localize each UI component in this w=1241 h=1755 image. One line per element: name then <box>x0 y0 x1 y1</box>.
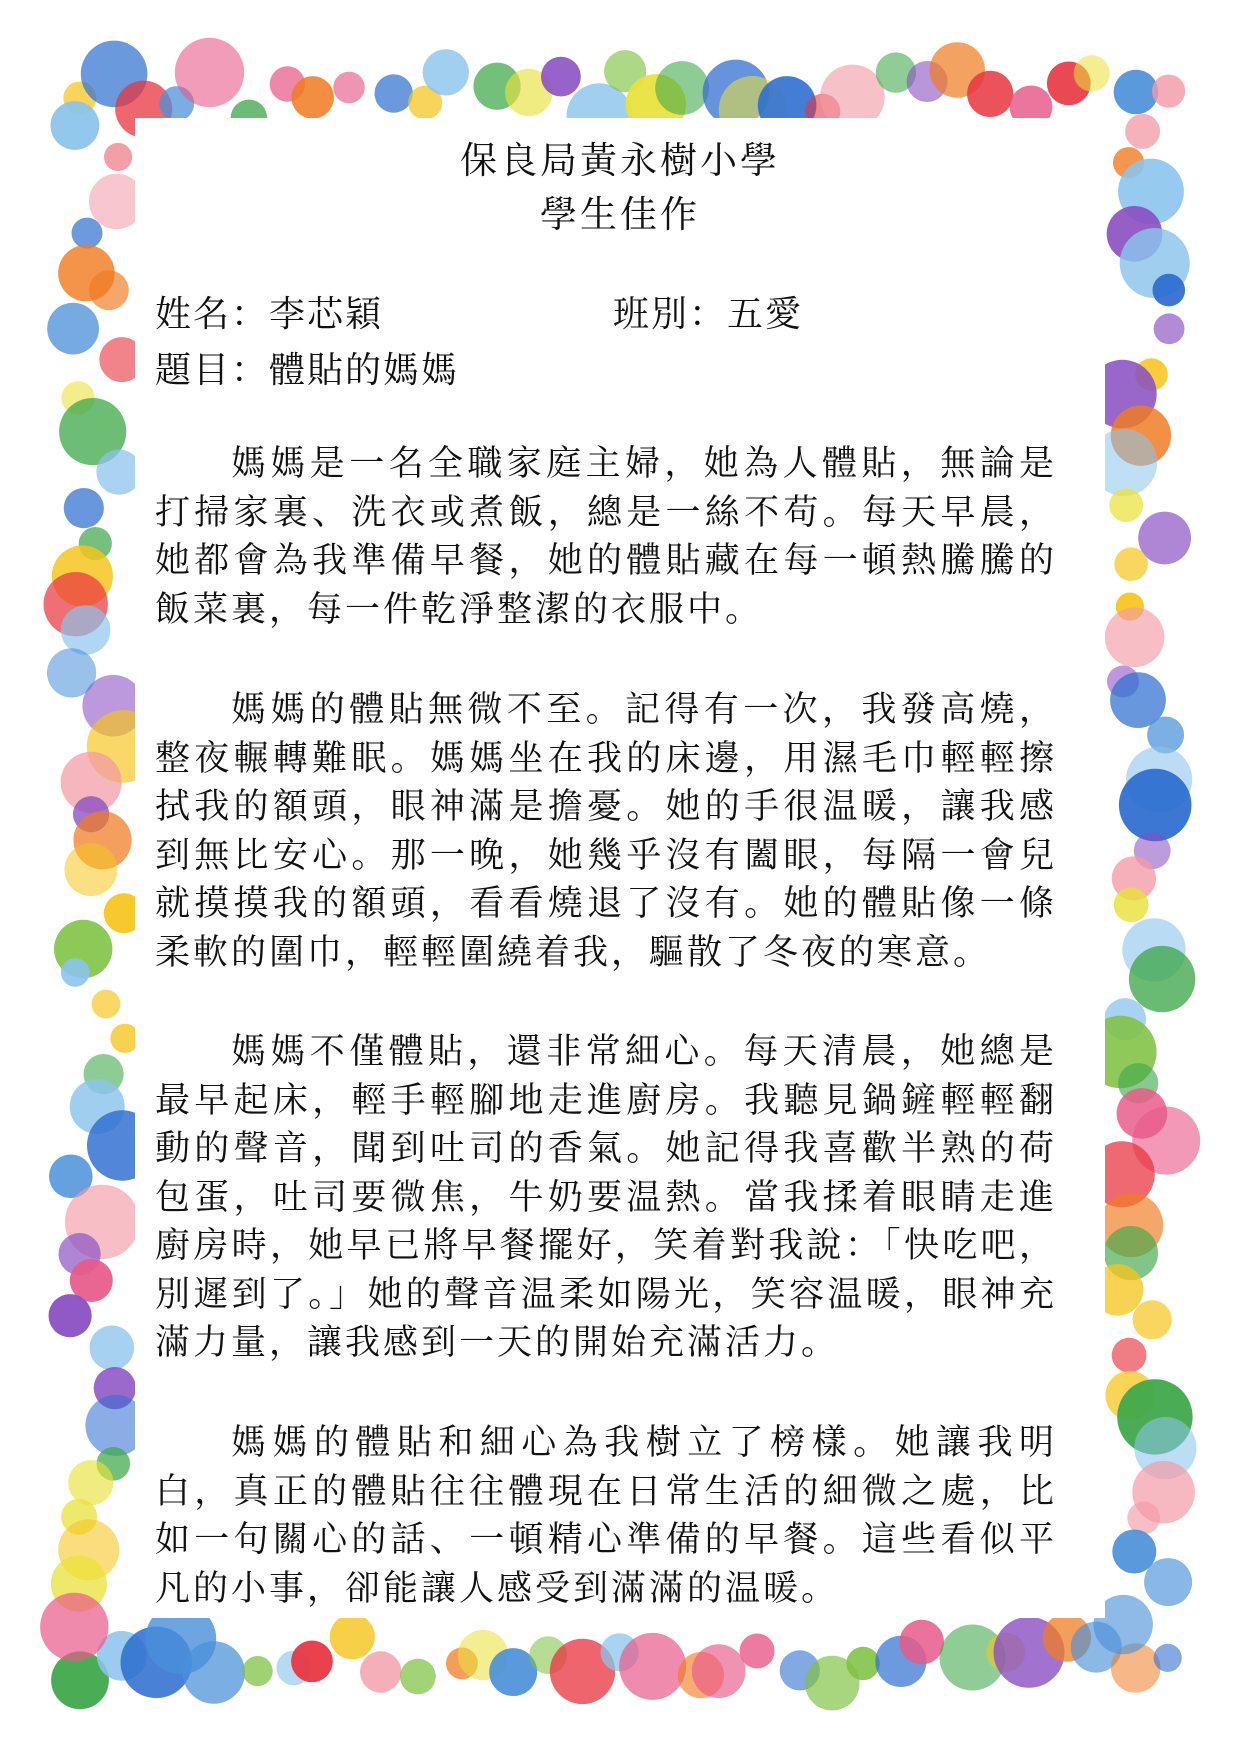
confetti-dot <box>400 1659 436 1695</box>
confetti-dot <box>175 38 244 107</box>
confetti-dot <box>1112 1338 1147 1373</box>
confetti-dot <box>1129 946 1195 1012</box>
confetti-dot <box>1153 274 1186 307</box>
essay-paragraph: 媽媽的體貼和細心為我樹立了榜樣。她讓我明白，真正的體貼往往體現在日常生活的細微之處，比如一句關心的話、一頓精心準備的早餐。這些看似平凡的小事，卻能讓人感受到滿滿的温暖。 <box>155 1423 1057 1609</box>
student-class: 班別：五愛 <box>613 294 804 335</box>
confetti-dot <box>330 1614 375 1659</box>
student-name: 姓名：李芯穎 <box>155 294 384 335</box>
school-name: 保良局黃永樹小學 <box>460 139 780 182</box>
confetti-dot <box>423 49 469 95</box>
confetti-dot <box>49 1294 92 1337</box>
confetti-dot <box>47 303 99 355</box>
confetti-dot <box>61 605 111 655</box>
confetti-dot <box>619 1633 686 1700</box>
confetti-dot <box>1109 488 1143 522</box>
confetti-dot <box>40 1593 108 1661</box>
paper <box>135 118 1105 1618</box>
essay-topic: 題目：體貼的媽媽 <box>155 350 460 391</box>
confetti-dot <box>92 990 121 1019</box>
confetti-dot <box>1105 608 1165 668</box>
confetti-dot <box>655 61 709 115</box>
confetti-dot <box>1074 55 1110 91</box>
confetti-dot <box>291 1641 333 1683</box>
confetti-dot <box>61 958 90 987</box>
confetti-dot <box>291 76 334 119</box>
confetti-dot <box>541 57 581 97</box>
confetti-dot <box>375 74 413 112</box>
confetti-dot <box>899 1620 944 1665</box>
essay-paragraph: 媽媽不僅體貼，還非常細心。每天清晨，她總是最早起床，輕手輕腳地走進廚房。我聽見鍋鏟輕輕翻動的聲音，聞到吐司的香氣。她記得我喜歡半熟的荷包蛋，吐司要微焦，牛奶要温熱。當我揉着眼睛走進廚房時，她早已將早餐擺好，笑着對我說：「快吃吧，別遲到了。」她的聲音温柔如陽光，笑容温暖，眼神充滿力量，讓我感到一天的開始充滿活力。 <box>155 1032 1057 1363</box>
document-type: 學生佳作 <box>540 193 700 236</box>
confetti-dot <box>1127 1502 1160 1535</box>
confetti-dot <box>1114 70 1159 115</box>
confetti-dot <box>1119 769 1192 842</box>
confetti-dot <box>1114 547 1148 581</box>
confetti-dot <box>89 270 129 310</box>
confetti-dot <box>846 1647 879 1680</box>
confetti-dot <box>183 1641 245 1703</box>
confetti-dot <box>72 218 103 249</box>
confetti-dot <box>1133 1300 1172 1339</box>
confetti-dot <box>51 101 100 150</box>
essay-paragraph: 媽媽是一名全職家庭主婦，她為人體貼，無論是打掃家裏、洗衣或煮飯，總是一絲不苟。每天早晨，她都會為我準備早餐，她的體貼藏在每一頓熱騰騰的飯菜裏，每一件乾淨整潔的衣服中。 <box>155 444 1057 630</box>
confetti-dot <box>64 488 104 528</box>
confetti-dot <box>1114 887 1149 922</box>
confetti-dot <box>1125 114 1160 149</box>
confetti-dot <box>1144 1558 1192 1606</box>
confetti-dot <box>104 143 132 171</box>
confetti-dot <box>333 72 365 104</box>
confetti-dot <box>1138 512 1191 565</box>
confetti-dot <box>1152 75 1185 108</box>
confetti-dot <box>243 1656 273 1686</box>
essay-paragraph: 媽媽的體貼無微不至。記得有一次，我發高燒，整夜輾轉難眠。媽媽坐在我的床邊，用濕毛巾輕輕擦拭我的額頭，眼神滿是擔憂。她的手很温暖，讓我感到無比安心。那一晚，她幾乎沒有闔眼，每隔一會兒就摸摸我的額頭，看看燒退了沒有。她的體貼像一條柔軟的圍巾，輕輕圍繞着我，驅散了冬夜的寒意。 <box>155 690 1057 973</box>
confetti-dot <box>360 1651 401 1692</box>
confetti-dot <box>967 71 1013 117</box>
confetti-dot <box>64 843 117 896</box>
confetti-dot <box>90 1326 135 1371</box>
confetti-dot <box>1154 1644 1182 1672</box>
confetti-dot <box>1154 313 1185 344</box>
confetti-dot <box>68 1460 113 1505</box>
confetti-dot <box>692 1644 746 1698</box>
confetti-dot <box>740 1634 775 1669</box>
